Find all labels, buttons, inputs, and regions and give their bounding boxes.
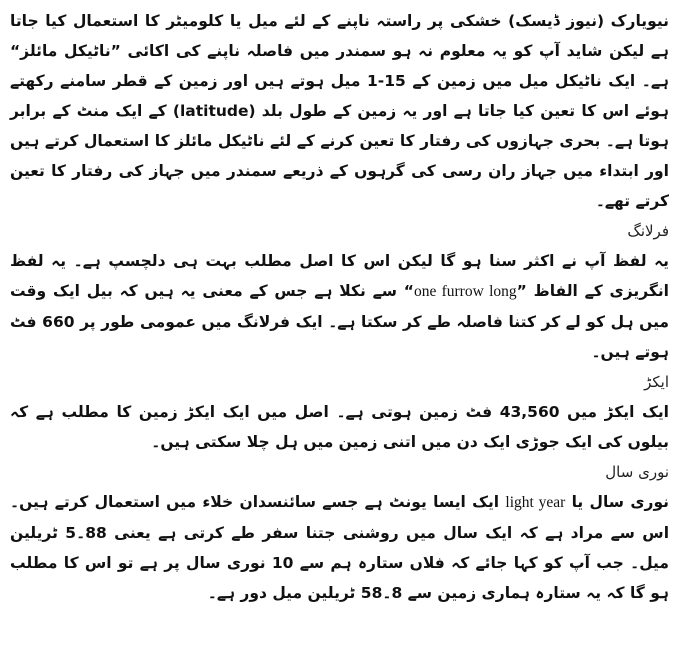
light-year-english-term: light year xyxy=(505,494,566,511)
furlong-heading: فرلانگ xyxy=(627,222,669,240)
acre-paragraph: ایک ایکڑ میں 43,560 فٹ زمین ہوتی ہے۔ اصل میں ایک ایکڑ زمین کا مطلب ہے کہ بیلوں کی ایک جوڑی ایک دن میں اتنی زمین میں ہل چلا سکتی ہیں۔ xyxy=(10,403,669,451)
light-year-text-part2: ایک ایسا یونٹ ہے جسے سائنسدان خلاء میں استعمال کرتے ہیں۔ اس سے مراد ہے کہ ایک سال میں روشنی جتنا سفر طے کرتی ہے یعنی 88۔5 ٹریلین میل۔ جب آپ کو کہا جائے کہ فلاں ستارہ ہم سے 10 نوری سال پر ہے تو اس کا مطلب ہو گا کہ یہ ستارہ ہماری زمین سے 8۔58 ٹریلین میل دور ہے۔ xyxy=(10,493,670,602)
light-year-heading: نوری سال xyxy=(605,463,669,481)
furlong-text-part1: یہ لفظ آپ نے اکثر سنا ہو گا لیکن اس کا اصل مطلب بہت ہی دلچسپ ہے۔ یہ لفظ انگریزی کے الفاظ ” xyxy=(10,252,669,300)
acre-heading: ایکڑ xyxy=(644,373,669,391)
light-year-text-part1: نوری سال یا xyxy=(565,493,669,511)
furlong-english-phrase: one furrow long xyxy=(413,283,517,300)
nautical-miles-paragraph: نیویارک (نیوز ڈیسک) خشکی پر راستہ ناپنے کے لئے میل یا کلومیٹر کا استعمال کیا جاتا ہے لیکن شاید آپ کو یہ معلوم نہ ہو سمندر میں فاصلہ ناپنے کی اکائی ”ناٹیکل مائلز“ ہے۔ ایک ناٹیکل میل میں زمین کے 15-1 میل ہوتے ہیں اور زمین کے قطر سامنے رکھتے ہوئے اس کا تعین کیا جاتا ہے اور یہ زمین کے طول بلد (latitude) کے ایک منٹ کے برابر ہوتا ہے۔ بحری جہازوں کی رفتار کا تعین کرنے کے لئے ناٹیکل مائلز کا استعمال کرتے ہیں اور ابتداء میں جہاز ران رسی کی گرہوں کے ذریعے سمندر میں جہاز کی رفتار کا تعین کرتے تھے۔ xyxy=(10,12,670,210)
furlong-text-part2: “ سے نکلا ہے جس کے معنی یہ ہیں کہ بیل ایک وقت میں ہل کو لے کر کتنا فاصلہ طے کر سکتا ہے۔ ایک فرلانگ میں عمومی طور پر 660 فٹ ہوتے ہیں۔ xyxy=(10,282,669,361)
light-year-paragraph xyxy=(10,487,669,608)
furlong-paragraph xyxy=(10,246,669,367)
